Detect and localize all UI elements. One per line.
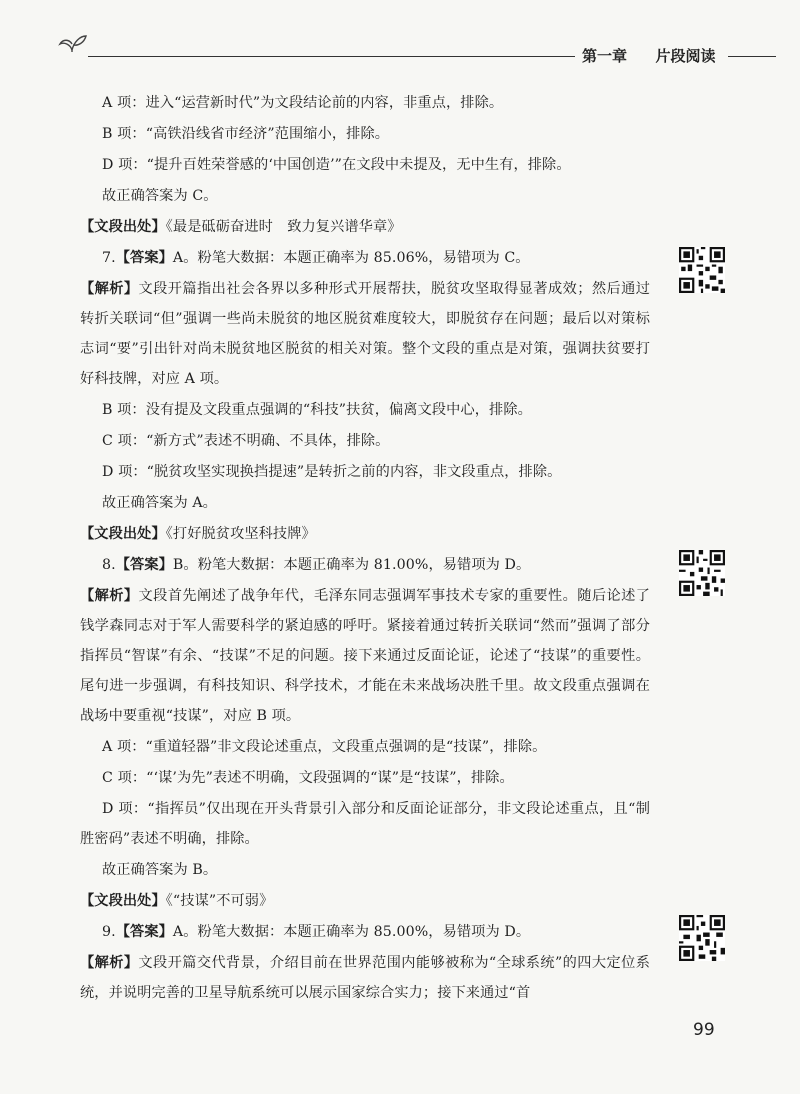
source-title: 《最是砥砺奋进时 致力复兴谱华章》 <box>165 219 402 235</box>
q7-analysis-text: 文段开篇指出社会各界以多种形式开展帮扶，脱贫攻坚取得显著成效；然后通过转折关联词“但”强调一些尚未脱贫的地区脱贫难度较大，即脱贫存在问题；最后以对策标志词“要”引出针对尚未脱贫地区脱贫的相关对策。整个文段的重点是对策，强调扶贫要打好科技牌，对应 A 项。 <box>80 281 650 387</box>
header-rule-tail <box>728 56 776 57</box>
q7-number: 7. <box>102 250 116 266</box>
qr-code-icon[interactable] <box>679 550 725 596</box>
answer-line: 故正确答案为 C。 <box>102 188 218 204</box>
q9-analysis-text: 文段开篇交代背景，介绍目前在世界范围内能够被称为“全球系统”的四大定位系统，并说明完善的卫星导航系统可以展示国家综合实力；接下来通过“首 <box>80 955 650 1001</box>
q8-number: 8. <box>102 557 116 573</box>
q9-number: 9. <box>102 924 116 940</box>
q7-answer-text: A。粉笔大数据：本题正确率为 85.06%，易错项为 C。 <box>172 250 530 266</box>
q7-analysis <box>80 274 650 394</box>
q8-option-c: C 项：“‘谋’为先”表述不明确，文段强调的“谋”是“技谋”，排除。 <box>102 770 514 786</box>
qr-code-icon[interactable] <box>679 247 725 293</box>
source-title: 《打好脱贫攻坚科技牌》 <box>165 526 316 542</box>
analysis-tag: 【解析】 <box>80 955 139 971</box>
header-rule <box>88 56 575 57</box>
analysis-tag: 【解析】 <box>80 588 139 604</box>
chapter-label: 第一章 <box>582 47 628 65</box>
q8-analysis <box>80 581 650 731</box>
q7-option-c: C 项：“新方式”表述不明确、不具体，排除。 <box>102 433 390 449</box>
q9-answer-text: A。粉笔大数据：本题正确率为 85.00%，易错项为 D。 <box>172 924 531 940</box>
q8-option-d: D 项：“指挥员”仅出现在开头背景引入部分和反面论证部分，非文段论述重点，且“制胜密码”表述不明确，排除。 <box>80 801 650 847</box>
source-line <box>80 212 650 242</box>
running-head <box>582 45 716 66</box>
q7-answer <box>80 243 650 273</box>
page-body <box>80 88 650 1009</box>
section-title: 片段阅读 <box>655 47 716 65</box>
q8-answer-text: B。粉笔大数据：本题正确率为 81.00%，易错项为 D。 <box>172 557 531 573</box>
source-title: 《“技谋”不可弱》 <box>165 893 274 909</box>
option-d-note: D 项：“提升百姓荣誉感的‘中国创造’”在文段中未提及，无中生有，排除。 <box>102 157 571 173</box>
q8-source <box>80 886 650 916</box>
source-tag: 【文段出处】 <box>80 893 166 909</box>
q9-answer <box>80 917 650 947</box>
page-header <box>0 0 800 80</box>
q8-correct: 故正确答案为 B。 <box>102 862 218 878</box>
answer-tag: 【答案】 <box>115 250 173 266</box>
q8-option-a: A 项：“重道轻器”非文段论述重点，文段重点强调的是“技谋”，排除。 <box>102 739 547 755</box>
option-a-note: A 项：进入“运营新时代”为文段结论前的内容，非重点，排除。 <box>102 95 504 111</box>
leaf-icon <box>58 30 88 52</box>
q7-option-d: D 项：“脱贫攻坚实现换挡提速”是转折之前的内容，非文段重点，排除。 <box>102 464 562 480</box>
q7-correct: 故正确答案为 A。 <box>102 495 217 511</box>
q8-answer <box>80 550 650 580</box>
q8-analysis-text: 文段首先阐述了战争年代，毛泽东同志强调军事技术专家的重要性。随后论述了钱学森同志对于军人需要科学的紧迫感的呼吁。紧接着通过转折关联词“然而”强调了部分指挥员“智谋”有余、“技谋”不足的问题。接下来通过反面论证，论述了“技谋”的重要性。尾句进一步强调，有科技知识、科学技术，才能在未来战场决胜千里。故文段重点强调在战场中要重视“技谋”，对应 B 项。 <box>80 588 650 724</box>
option-b-note: B 项：“高铁沿线省市经济”范围缩小，排除。 <box>102 126 390 142</box>
answer-tag: 【答案】 <box>115 557 173 573</box>
analysis-tag: 【解析】 <box>80 281 139 297</box>
source-tag: 【文段出处】 <box>80 526 166 542</box>
q9-analysis <box>80 948 650 1008</box>
page-number: 99 <box>693 1020 715 1040</box>
qr-code-icon[interactable] <box>679 915 725 961</box>
q7-source <box>80 519 650 549</box>
answer-tag: 【答案】 <box>115 924 173 940</box>
source-tag: 【文段出处】 <box>80 219 166 235</box>
q7-option-b: B 项：没有提及文段重点强调的“科技”扶贫，偏离文段中心，排除。 <box>102 402 532 418</box>
